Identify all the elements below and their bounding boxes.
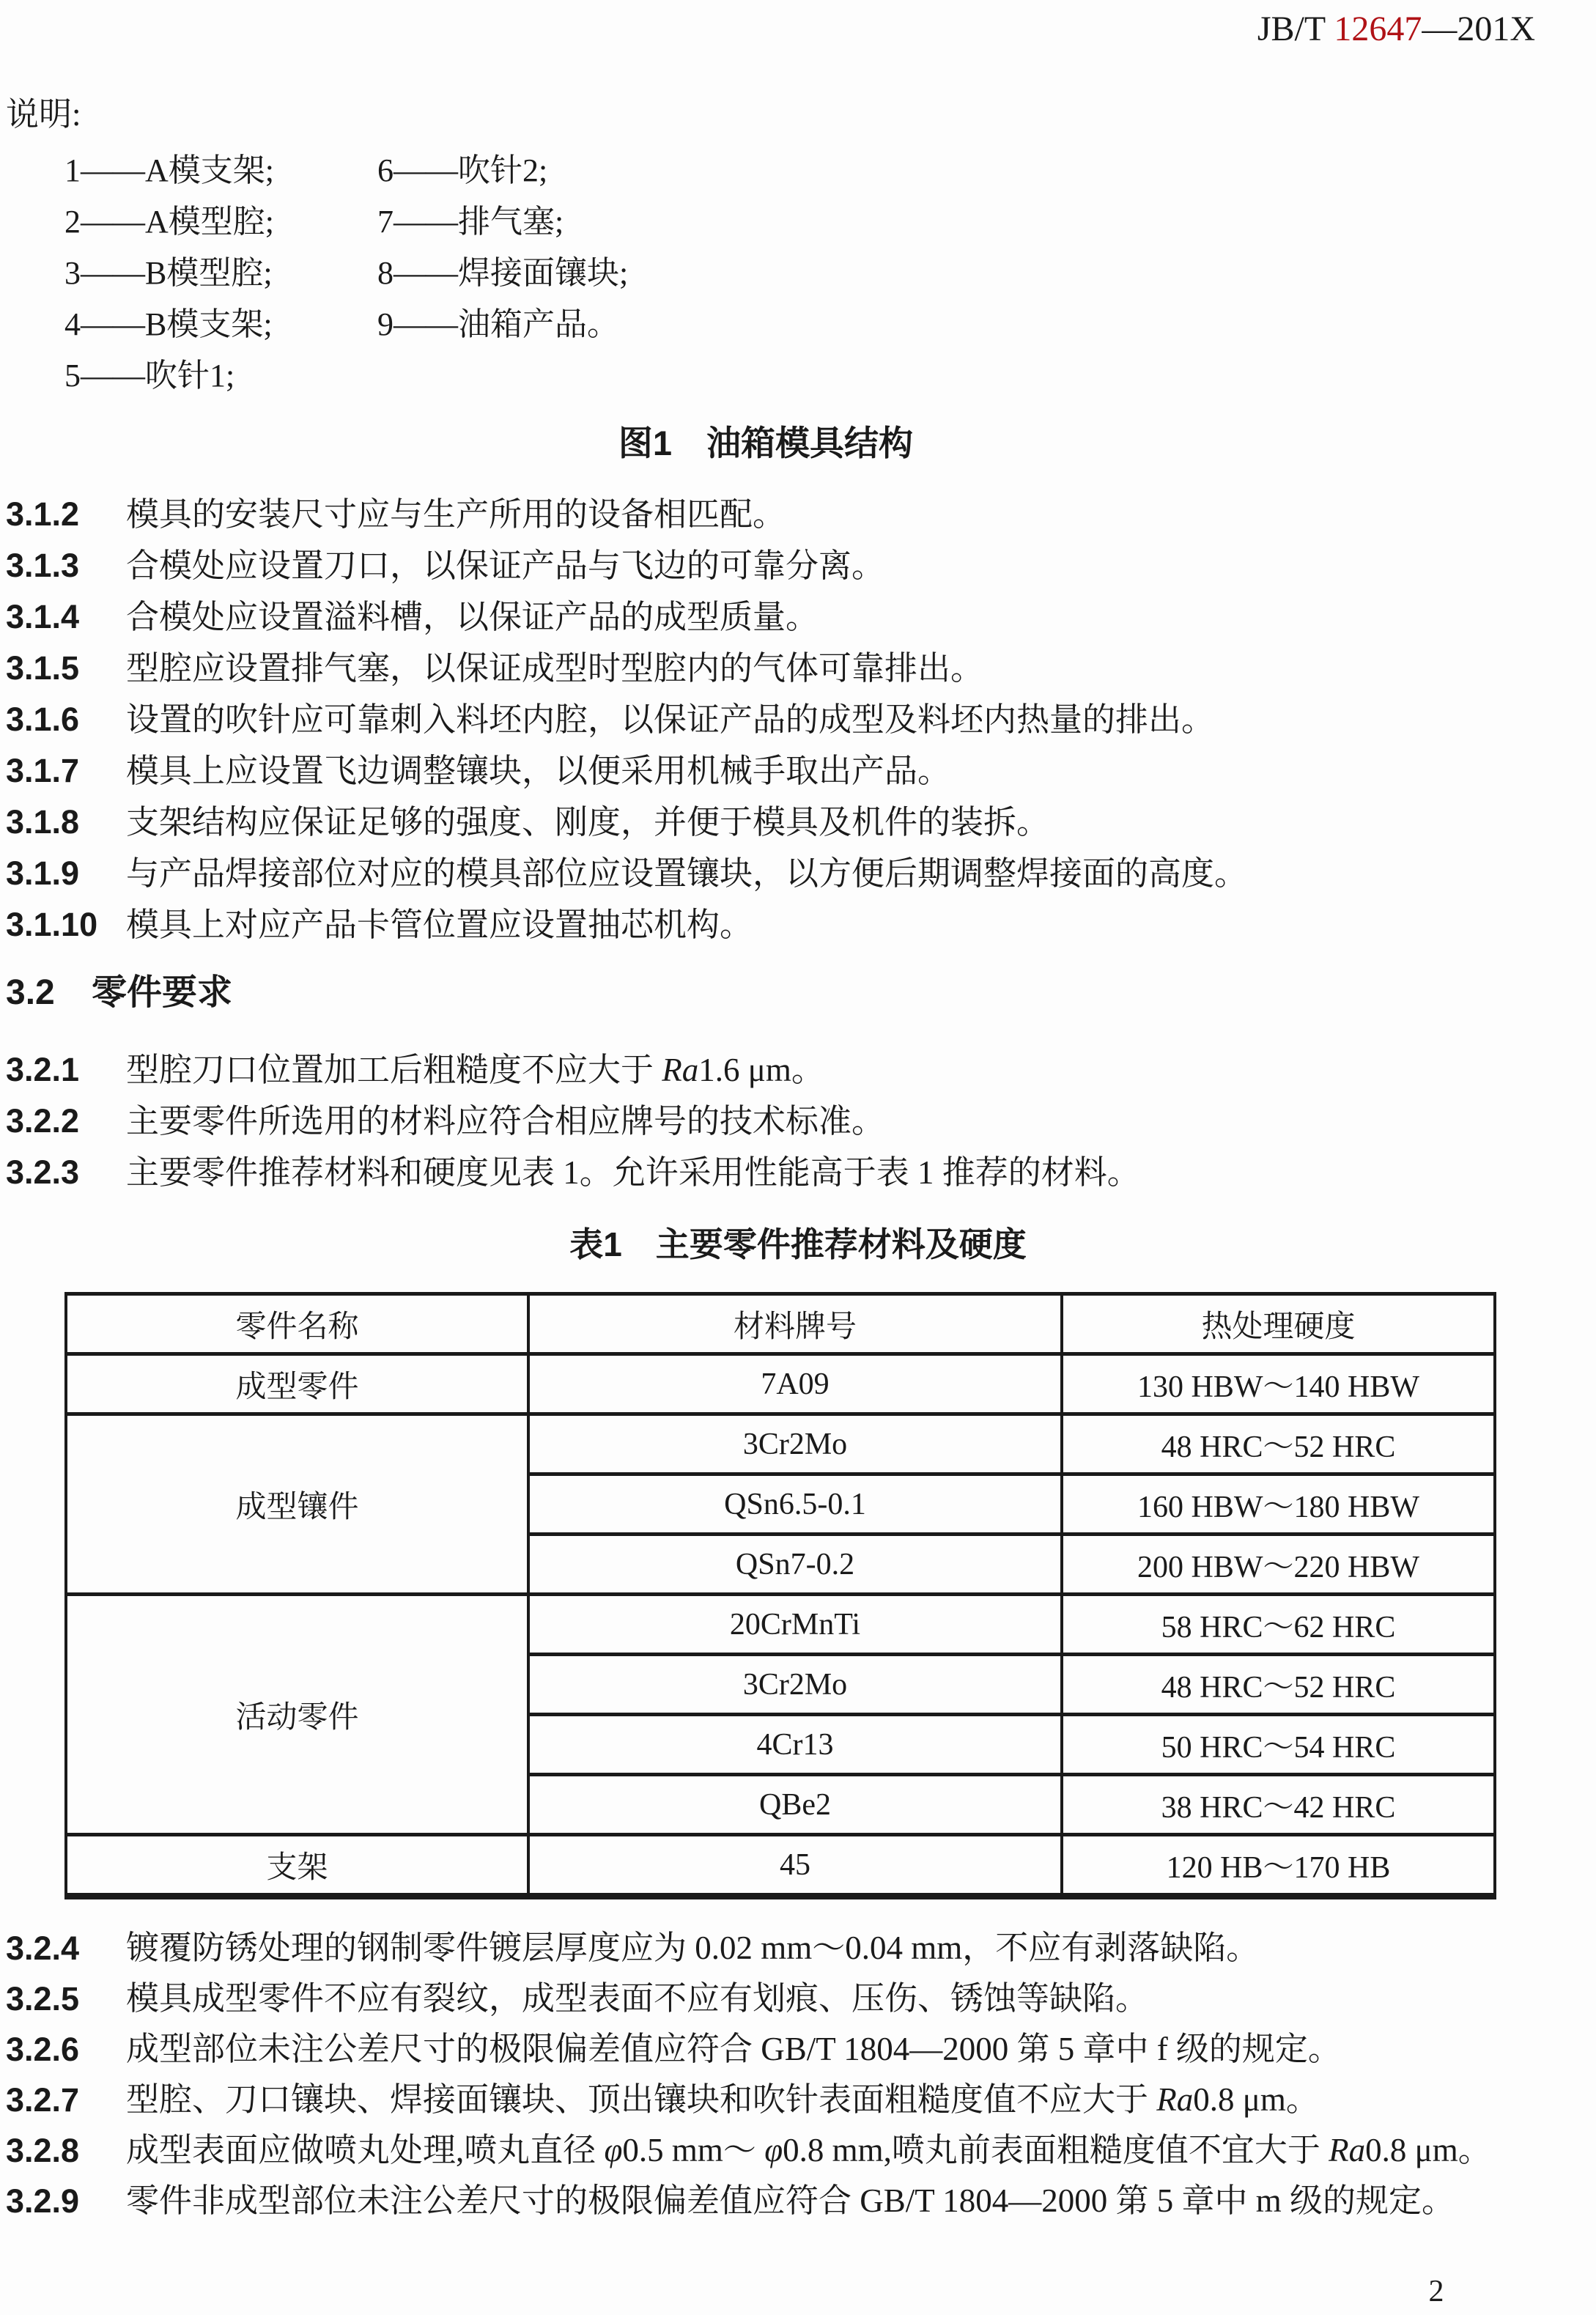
table-body: [66, 1354, 1495, 1897]
clause-text: 主要零件推荐材料和硬度见表 1。允许采用性能高于表 1 推荐的材料。: [126, 1154, 1140, 1191]
material-grade-cell: QBe2: [528, 1775, 1062, 1835]
clause-3.1.7: [6, 745, 1589, 797]
standard-number-red: 12647: [1334, 10, 1422, 48]
clause-text: 成型表面应做喷丸处理,喷丸直径 φ0.5 mm～ φ0.8 mm,喷丸前表面粗糙度值不宜大于 Ra0.8 μm。: [126, 2132, 1491, 2168]
clause-number: 3.1.10: [6, 906, 98, 943]
hardness-cell: 50 HRC～54 HRC: [1062, 1715, 1495, 1775]
table-column-header: 材料牌号: [528, 1294, 1062, 1354]
standard-number-header: [0, 9, 1535, 49]
table-row: [66, 1835, 1495, 1897]
part-name-cell: 成型镶件: [66, 1414, 528, 1595]
clause-number: 3.2.7: [6, 2081, 80, 2119]
legend-row: [0, 145, 1596, 196]
clause-3.2.9: [6, 2176, 1589, 2226]
clause-number: 3.1.8: [6, 803, 80, 841]
clause-3.1.10: [6, 899, 1589, 950]
legend-row: [0, 248, 1596, 299]
page-number: 2: [1428, 2275, 1444, 2308]
clause-number: 3.2.5: [6, 1980, 80, 2017]
clause-number: 3.2.4: [6, 1930, 80, 1967]
clause-3.1.4: [6, 591, 1589, 643]
clause-text: 设置的吹针应可靠刺入料坯内腔，以保证产品的成型及料坯内热量的排出。: [126, 701, 1215, 738]
clause-text: 模具上对应产品卡管位置应设置抽芯机构。: [126, 907, 753, 943]
clause-3.1.8: [6, 797, 1589, 848]
section-number: 3.2: [6, 973, 55, 1012]
material-grade-cell: QSn7-0.2: [528, 1535, 1062, 1595]
figure-legend: [0, 145, 1596, 402]
legend-item: 4——B模支架;: [64, 306, 273, 342]
material-grade-cell: 3Cr2Mo: [528, 1655, 1062, 1715]
clause-3.2.2: [6, 1096, 1589, 1147]
material-grade-cell: 7A09: [528, 1354, 1062, 1414]
materials-hardness-table: [64, 1292, 1496, 1899]
clause-text: 与产品焊接部位对应的模具部位应设置镶块，以方便后期调整焊接面的高度。: [126, 855, 1248, 892]
clause-text: 主要零件所选用的材料应符合相应牌号的技术标准。: [126, 1103, 885, 1140]
table-caption: 表1 主要零件推荐材料及硬度: [569, 1225, 1027, 1263]
clause-text: 模具成型零件不应有裂纹，成型表面不应有划痕、压伤、锈蚀等缺陷。: [126, 1980, 1149, 2017]
section-heading-3-2: [6, 967, 232, 1019]
clause-number: 3.2.9: [6, 2182, 80, 2220]
legend-item: 6——吹针2;: [377, 152, 548, 188]
clause-3.1.9: [6, 848, 1589, 899]
table-row: [66, 1414, 1495, 1474]
clause-text: 镀覆防锈处理的钢制零件镀层厚度应为 0.02 mm～0.04 mm，不应有剥落缺陷。: [126, 1930, 1260, 1966]
legend-item: 2——A模型腔;: [64, 204, 274, 240]
section-title: 零件要求: [92, 973, 233, 1012]
clause-number: 3.2.1: [6, 1051, 80, 1088]
clause-3.2.7: [6, 2075, 1589, 2125]
hardness-cell: 120 HB～170 HB: [1062, 1835, 1495, 1897]
clause-3.2.6: [6, 2024, 1589, 2075]
part-name-cell: 活动零件: [66, 1595, 528, 1835]
clause-text: 模具上应设置飞边调整镶块，以便采用机械手取出产品。: [126, 753, 951, 789]
legend-row: [0, 350, 1596, 402]
clause-block-3-2-b: [6, 1923, 1589, 2226]
hardness-cell: 38 HRC～42 HRC: [1062, 1775, 1495, 1835]
clause-3.2.3: [6, 1147, 1589, 1198]
legend-title: 说明:: [6, 96, 81, 133]
clause-text: 型腔应设置排气塞，以保证成型时型腔内的气体可靠排出。: [126, 650, 984, 687]
hardness-cell: 200 HBW～220 HBW: [1062, 1535, 1495, 1595]
legend-row: [0, 299, 1596, 350]
standard-number-suffix: —201X: [1422, 10, 1535, 48]
clause-3.2.4: [6, 1923, 1589, 1974]
clause-number: 3.1.6: [6, 701, 80, 738]
clause-number: 3.2.6: [6, 2031, 80, 2068]
hardness-cell: 48 HRC～52 HRC: [1062, 1414, 1495, 1474]
hardness-cell: 48 HRC～52 HRC: [1062, 1655, 1495, 1715]
clause-3.1.3: [6, 540, 1589, 591]
legend-row: [0, 196, 1596, 248]
hardness-cell: 130 HBW～140 HBW: [1062, 1354, 1495, 1414]
figure-caption: 图1 油箱模具结构: [618, 424, 914, 462]
legend-item: 7——排气塞;: [377, 204, 564, 240]
clause-text: 合模处应设置刀口，以保证产品与飞边的可靠分离。: [126, 547, 885, 584]
clause-3.2.1: [6, 1044, 1589, 1096]
clause-number: 3.2.8: [6, 2132, 80, 2169]
legend-item: 8——焊接面镶块;: [377, 255, 629, 291]
clause-number: 3.1.4: [6, 598, 80, 635]
part-name-cell: 成型零件: [66, 1354, 528, 1414]
material-grade-cell: 45: [528, 1835, 1062, 1897]
clause-number: 3.1.7: [6, 752, 80, 789]
clause-text: 模具的安装尺寸应与生产所用的设备相匹配。: [126, 496, 786, 533]
table-header: [66, 1294, 1495, 1354]
table-column-header: 热处理硬度: [1062, 1294, 1495, 1354]
hardness-cell: 58 HRC～62 HRC: [1062, 1595, 1495, 1655]
material-grade-cell: 4Cr13: [528, 1715, 1062, 1775]
legend-item: 9——油箱产品。: [377, 306, 619, 342]
material-grade-cell: 20CrMnTi: [528, 1595, 1062, 1655]
part-name-cell: 支架: [66, 1835, 528, 1897]
clause-number: 3.2.2: [6, 1102, 80, 1140]
table-row: [66, 1595, 1495, 1655]
clause-number: 3.2.3: [6, 1153, 80, 1191]
legend-item: 5——吹针1;: [64, 358, 235, 394]
clause-text: 零件非成型部位未注公差尺寸的极限偏差值应符合 GB/T 1804—2000 第 5 章中 m 级的规定。: [126, 2182, 1455, 2219]
material-grade-cell: 3Cr2Mo: [528, 1414, 1062, 1474]
clause-number: 3.1.9: [6, 854, 80, 892]
clause-text: 型腔、刀口镶块、焊接面镶块、顶出镶块和吹针表面粗糙度值不应大于 Ra0.8 μm。: [126, 2081, 1319, 2118]
clause-text: 型腔刀口位置加工后粗糙度不应大于 Ra1.6 μm。: [126, 1052, 824, 1088]
clause-3.2.5: [6, 1974, 1589, 2024]
clause-3.1.6: [6, 694, 1589, 745]
clause-text: 合模处应设置溢料槽，以保证产品的成型质量。: [126, 599, 819, 635]
clause-3.1.2: [6, 489, 1589, 540]
standard-number-prefix: JB/T: [1257, 10, 1334, 48]
clause-block-3-1: [6, 489, 1589, 950]
clause-text: 支架结构应保证足够的强度、刚度，并便于模具及机件的装拆。: [126, 804, 1050, 841]
table-row: [66, 1354, 1495, 1414]
clause-number: 3.1.5: [6, 649, 80, 687]
clause-number: 3.1.3: [6, 547, 80, 584]
legend-item: 3——B模型腔;: [64, 255, 273, 291]
clause-number: 3.1.2: [6, 495, 80, 533]
material-grade-cell: QSn6.5-0.1: [528, 1474, 1062, 1535]
clause-text: 成型部位未注公差尺寸的极限偏差值应符合 GB/T 1804—2000 第 5 章中 f 级的规定。: [126, 2031, 1341, 2067]
legend-item: 1——A模支架;: [64, 152, 274, 188]
clause-3.2.8: [6, 2125, 1589, 2176]
clause-3.1.5: [6, 643, 1589, 694]
hardness-cell: 160 HBW～180 HBW: [1062, 1474, 1495, 1535]
clause-block-3-2-a: [6, 1044, 1589, 1198]
table-column-header: 零件名称: [66, 1294, 528, 1354]
